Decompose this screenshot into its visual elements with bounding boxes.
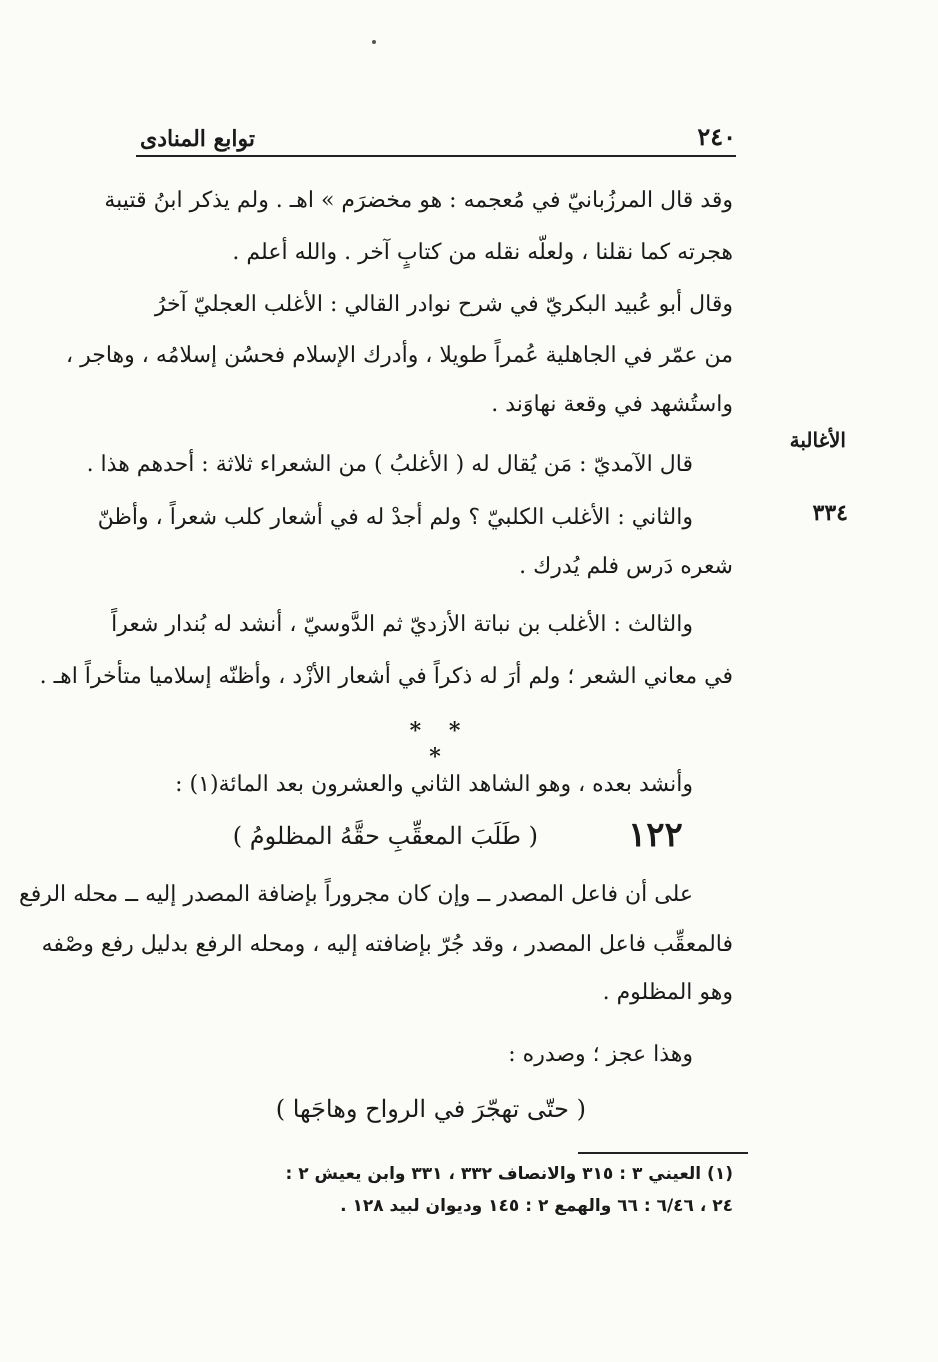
hemistich-intro: وهذا عجز ؛ وصدره :: [508, 1042, 693, 1067]
body-line: والثالث : الأغلب بن نباتة الأزديّ ثم الدَّوسيّ ، أنشد له بُندار شعراً: [111, 612, 693, 637]
footnote-line: ٢٤ ، ٦/٤٦ : ٦٦ والهمع ٢ : ١٤٥ وديوان لبيد ١٢٨ .: [340, 1196, 733, 1216]
body-line: على أن فاعل المصدر ــ وإن كان مجروراً بإضافة المصدر إليه ــ محله الرفع: [18, 882, 693, 907]
margin-label: الأغالبة: [789, 428, 846, 452]
page-header: [140, 118, 736, 158]
witness-intro: وأنشد بعده ، وهو الشاهد الثاني والعشرون بعد المائة(١) :: [175, 772, 693, 797]
margin-number: ٣٣٤: [812, 500, 848, 526]
footnote-rule: [578, 1152, 748, 1154]
body-line: وقال أبو عُبيد البكريّ في شرح نوادر القالي : الأغلب العجليّ آخرُ: [154, 292, 733, 317]
body-line: واستُشهد في وقعة نهاوَند .: [491, 392, 733, 417]
ink-speck: [372, 40, 376, 44]
body-line: وهو المظلوم .: [602, 980, 733, 1005]
page-number: ٢٤٠: [697, 122, 736, 151]
header-rule: [136, 155, 736, 157]
body-line: من عمّر في الجاهلية عُمراً طويلا ، وأدرك الإسلام فحسُن إسلامُه ، وهاجر ،: [66, 343, 733, 368]
body-line: هجرته كما نقلنا ، ولعلّه نقله من كتابٍ آخر . والله أعلم .: [232, 240, 733, 265]
footnote-line: (١) العيني ٣ : ٣١٥ والانصاف ٣٣٢ ، ٣٣١ وابن يعيش ٢ :: [285, 1164, 733, 1184]
section-separator: * * *: [409, 718, 471, 770]
body-line: وقد قال المرزُبانيّ في مُعجمه : هو مخضرَم » اهـ . ولم يذكر ابنُ قتيبة: [104, 188, 733, 213]
body-line: قال الآمديّ : مَن يُقال له ( الأغلبُ ) من الشعراء ثلاثة : أحدهم هذا .: [86, 452, 693, 477]
body-line: والثاني : الأغلب الكلبيّ ؟ ولم أجدْ له في أشعار كلب شعراً ، وأظنّ: [97, 505, 693, 530]
running-title: توابع المنادى: [140, 126, 255, 152]
witness-verse: ( طَلَبَ المعقِّبِ حقَّهُ المظلومُ ): [232, 822, 538, 850]
body-line: في معاني الشعر ؛ ولم أرَ له ذكراً في أشعار الأزْد ، وأظنّه إسلاميا متأخراً اهـ .: [39, 664, 733, 689]
hemistich-verse: ( حتّى تهجّرَ في الرواح وهاجَها ): [275, 1095, 586, 1123]
witness-number: ١٢٢: [628, 815, 683, 855]
body-line: شعره دَرس فلم يُدرك .: [519, 554, 733, 579]
body-line: فالمعقِّب فاعل المصدر ، وقد جُرّ بإضافته إليه ، ومحله الرفع بدليل رفع وصْفه: [41, 932, 733, 957]
